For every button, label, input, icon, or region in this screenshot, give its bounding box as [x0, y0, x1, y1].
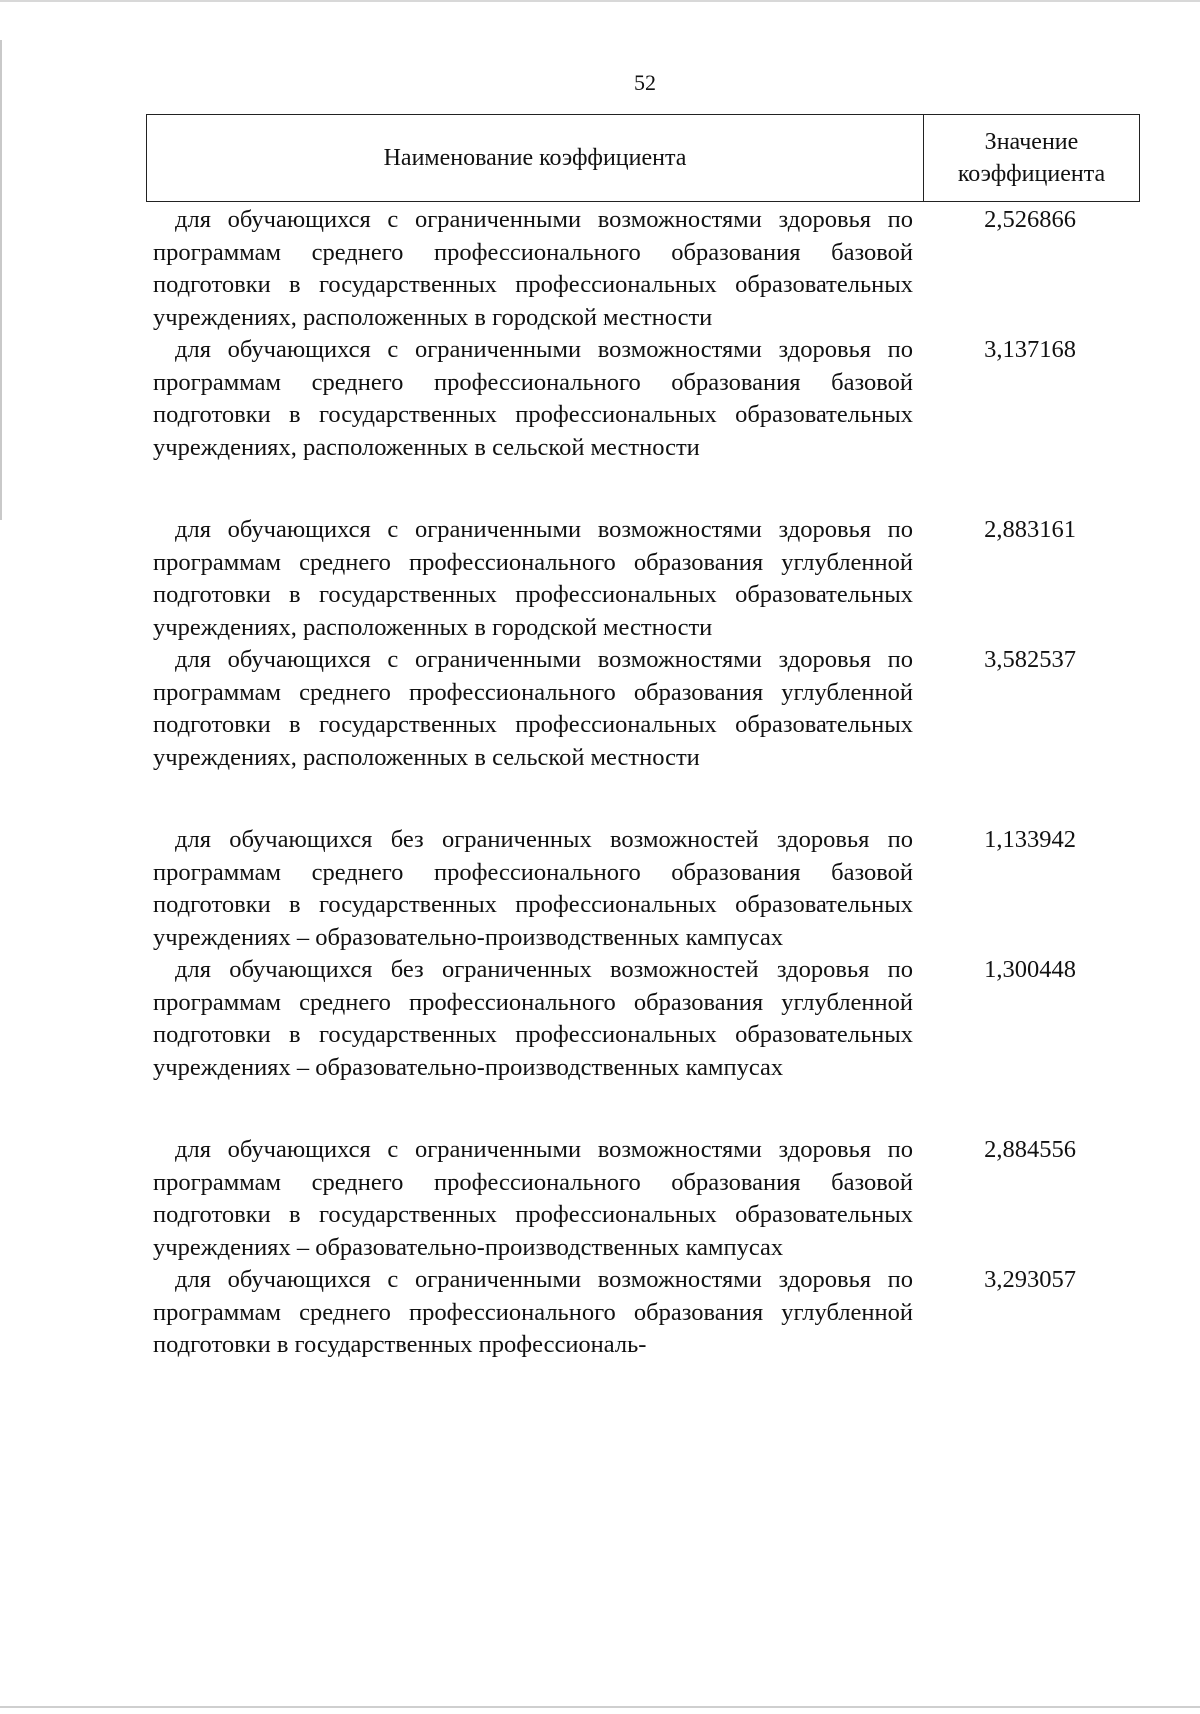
column-header-value — [924, 115, 1139, 201]
coefficient-value: 2,883161 — [984, 516, 1076, 543]
coefficient-name: для обучающихся с ограниченными возможностями здоровья по программам среднего профессионального образования базовой подготовки в государственных профессиональных образовательных учреждениях, расположенных в сельской местности — [153, 336, 913, 461]
coefficient-name: для обучающихся без ограниченных возможностей здоровья по программам среднего профессионального образования базовой подготовки в государственных профессиональных образовательных учреждениях – образовательно-производственных кампусах — [153, 826, 913, 951]
table-row — [153, 954, 1133, 1084]
coefficient-value: 1,133942 — [984, 826, 1076, 853]
coefficient-name: для обучающихся с ограниченными возможностями здоровья по программам среднего профессионального образования углубленной подготовки в государственных профессиональных образовательных учреждениях, расположенных в сельской местности — [153, 646, 913, 771]
table-row — [153, 334, 1133, 464]
page-number: 52 — [634, 70, 656, 95]
coefficient-value: 2,526866 — [984, 206, 1076, 233]
table-row — [153, 824, 1133, 954]
table-row — [153, 514, 1133, 644]
coefficient-name: для обучающихся без ограниченных возможностей здоровья по программам среднего профессионального образования углубленной подготовки в государственных профессиональных образовательных учреждениях – образовательно-производственных кампусах — [153, 956, 913, 1081]
column-header-value-line2: коэффициента — [957, 161, 1106, 187]
coefficient-name: для обучающихся с ограниченными возможностями здоровья по программам среднего профессионального образования базовой подготовки в государственных профессиональных образовательных учреждениях – образовательно-производственных кампусах — [153, 1136, 913, 1261]
coefficient-value: 1,300448 — [984, 956, 1076, 983]
table-row — [153, 204, 1133, 334]
table-header — [146, 114, 1140, 202]
coefficient-value: 3,582537 — [984, 646, 1076, 673]
coefficient-value: 3,293057 — [984, 1266, 1076, 1293]
coefficient-name: для обучающихся с ограниченными возможностями здоровья по программам среднего профессионального образования углубленной подготовки в государственных профессиональных образовательных учреждениях, расположенных в городской местности — [153, 516, 913, 641]
coefficient-value: 2,884556 — [984, 1136, 1076, 1163]
column-header-value-line1: Значение — [984, 128, 1079, 155]
coefficient-name: для обучающихся с ограниченными возможностями здоровья по программам среднего профессионального образования базовой подготовки в государственных профессиональных образовательных учреждениях, расположенных в городской местности — [153, 206, 913, 331]
column-header-name: Наименование коэффициента — [147, 115, 924, 201]
table-row — [153, 1264, 1133, 1362]
table-row — [153, 644, 1133, 774]
coefficient-value: 3,137168 — [984, 336, 1076, 363]
row-gap — [153, 774, 1133, 824]
coefficient-name: для обучающихся с ограниченными возможностями здоровья по программам среднего профессионального образования углубленной подготовки в государственных профессиональ- — [153, 1266, 913, 1358]
scan-edge-top — [0, 0, 1200, 2]
table-body — [153, 204, 1133, 1362]
row-gap — [153, 1084, 1133, 1134]
scan-edge-bottom — [0, 1706, 1200, 1708]
scan-edge-left — [0, 40, 2, 520]
table-row — [153, 1134, 1133, 1264]
row-gap — [153, 464, 1133, 514]
